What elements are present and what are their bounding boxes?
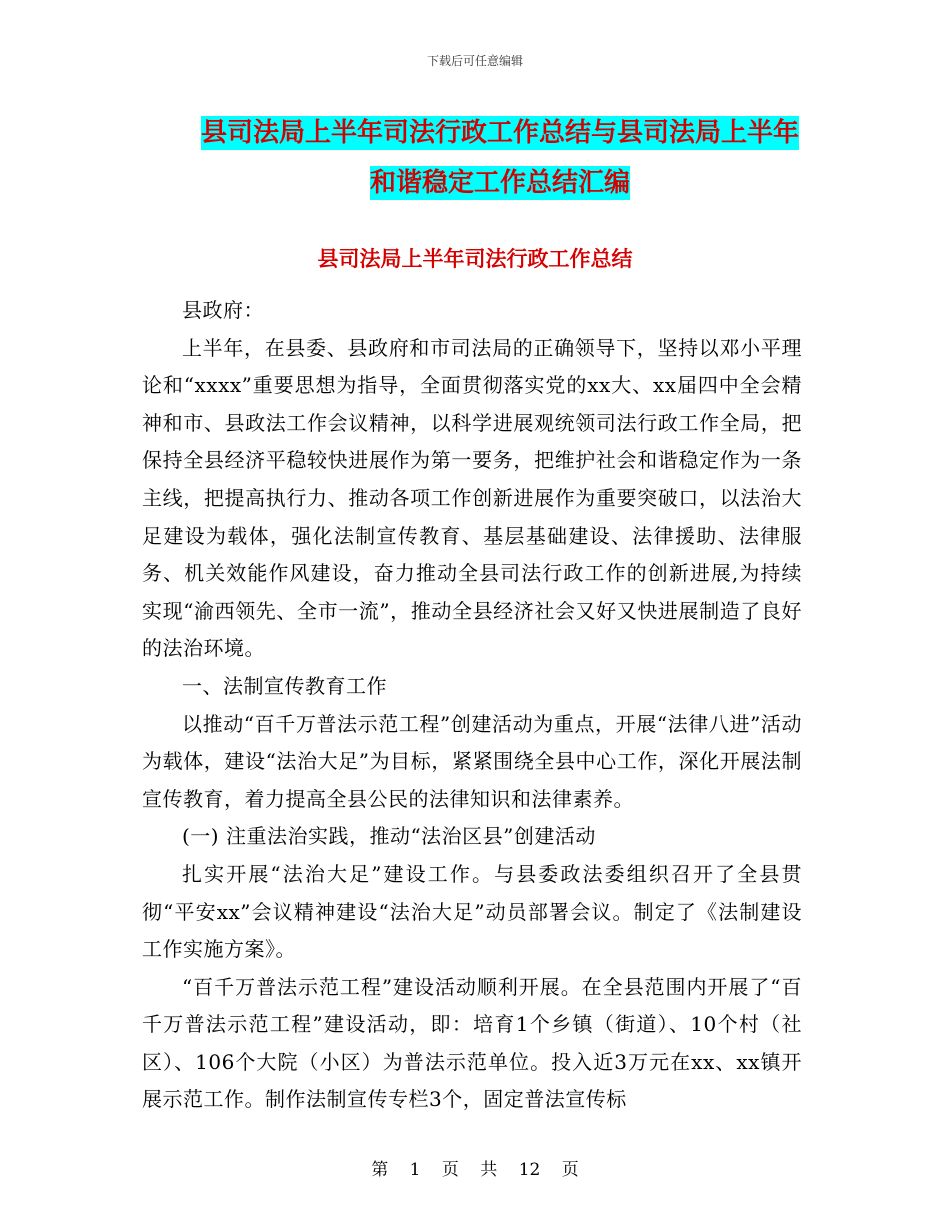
- paragraph-subsection-1: 扎实开展“法治大足”建设工作。与县委政法委组织召开了全县贯彻“平安xx”会议精神建设“法治大足”动员部署会议。制定了《法制建设工作实施方案》。: [142, 861, 802, 962]
- footer-label-gong: 共: [480, 1160, 498, 1180]
- paragraph-section-1: 以推动“百千万普法示范工程”创建活动为重点，开展“法律八进”活动为载体，建设“法治大足”为目标，紧紧围绕全县中心工作，深化开展法制宣传教育，着力提高全县公民的法律知识和法律素养。: [142, 711, 802, 811]
- footer-label-ye: 页: [441, 1160, 459, 1180]
- main-title-line-2: 和谐稳定工作总结汇编: [369, 168, 630, 198]
- salutation: 县政府：: [182, 298, 264, 322]
- page-footer: [0, 1155, 950, 1180]
- heading-section-1: 一、法制宣传教育工作: [182, 673, 387, 698]
- main-title-line-1: 县司法局上半年司法行政工作总结与县司法局上半年: [200, 118, 799, 148]
- heading-subsection-1: (一) 注重法治实践，推动“法治区县”创建活动: [182, 824, 596, 849]
- section-title: 县司法局上半年司法行政工作总结: [317, 247, 633, 271]
- paragraph-intro: 上半年，在县委、县政府和市司法局的正确领导下，坚持以邓小平理论和“xxxx”重要思想为指导，全面贯彻落实党的xx大、xx届四中全会精神和市、县政法工作会议精神，以科学进展观统领司法行政工作全局，把保持全县经济平稳较快进展作为第一要务，把维护社会和谐稳定作为一条主线，把提高执行力、推动各项工作创新进展作为重要突破口，以法治大足建设为载体，强化法制宣传教育、基层基础建设、法律援助、法律服务、机关效能作风建设，奋力推动全县司法行政工作的创新进展,为持续实现“渝西领先、全市一流”，推动全县经济社会又好又快进展制造了良好的法治环境。: [142, 335, 802, 661]
- footer-label-ye-2: 页: [561, 1160, 579, 1180]
- footer-page-current: 1: [409, 1160, 421, 1180]
- footer-page-total: 12: [518, 1160, 541, 1180]
- footer-label-di: 第: [371, 1160, 389, 1180]
- main-title: [150, 108, 850, 208]
- header-note: 下载后可任意编辑: [426, 54, 523, 68]
- paragraph-demonstration: “百千万普法示范工程”建设活动顺利开展。在全县范围内开展了“百千万普法示范工程”建设活动，即：培育1个乡镇（街道）、10个村（社区）、106个大院（小区）为普法示范单位。投入近3万元在xx、xx镇开展示范工作。制作法制宣传专栏3个，固定普法宣传标: [142, 974, 802, 1112]
- body-text: [142, 292, 802, 1119]
